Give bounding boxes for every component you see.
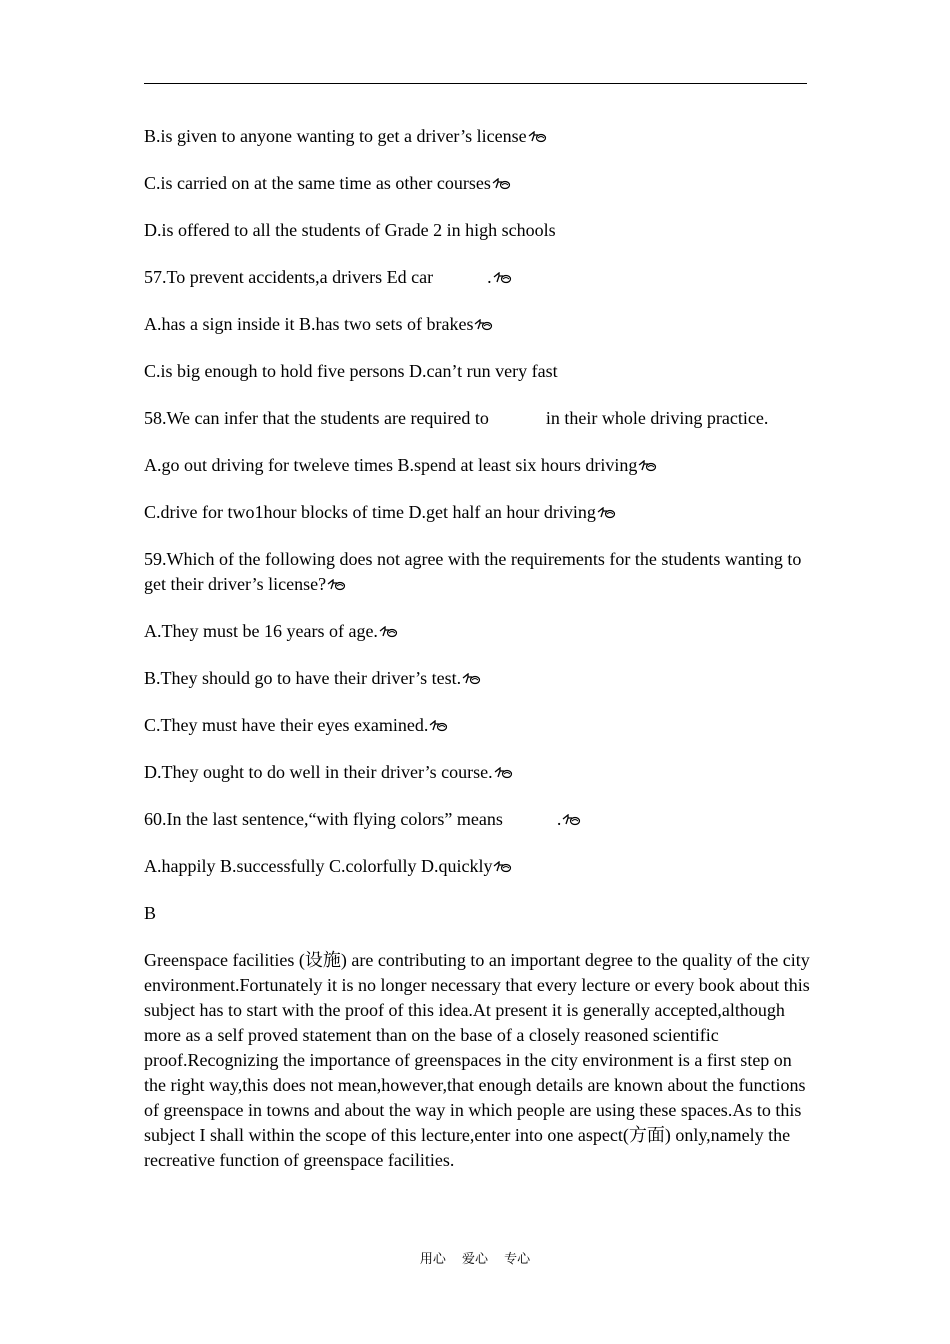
mark-icon xyxy=(327,579,346,591)
mark-icon xyxy=(528,131,547,143)
question-59: 59.Which of the following does not agree with the requirements for the students wanting to get their driver’s license? xyxy=(144,549,802,594)
mark-icon xyxy=(494,767,513,779)
option-59c: C.They must have their eyes examined. xyxy=(144,713,812,738)
options-60: A.happily B.successfully C.colorfully D.quickly xyxy=(144,854,812,879)
page-footer xyxy=(0,1248,950,1267)
document-body xyxy=(144,124,812,1173)
mark-icon xyxy=(379,626,398,638)
options-58-cd: C.drive for two1hour blocks of time D.get half an hour driving xyxy=(144,500,812,525)
option-59d: D.They ought to do well in their driver’s course. xyxy=(144,760,812,785)
mark-icon xyxy=(562,814,581,826)
mark-icon xyxy=(429,720,448,732)
footer-text-1: 用心 xyxy=(419,1252,446,1267)
option-line-56b: B.is given to anyone wanting to get a driver’s license xyxy=(144,124,812,149)
mark-icon xyxy=(638,460,657,472)
options-58-ab: A.go out driving for tweleve times B.spend at least six hours driving xyxy=(144,453,812,478)
section-heading-b: B xyxy=(144,903,157,923)
footer-text-3: 专心 xyxy=(504,1252,531,1267)
header-rule xyxy=(144,83,807,84)
passage-paragraph: Greenspace facilities (设施) are contributing to an important degree to the quality of the city environment.Fortunately it is no longer necessary that every lecture or every book about this subject has to start with the proof of this idea.At present it is generally accepted,although more as a self proved statement than on the base of a closely reasoned scientific proof.Recognizing the importance of greenspaces in the city environment is a first step on the right way,this does not mean,however,that enough details are known about the functions of greenspace in towns and about the way in which people are using these spaces.As to this subject I shall within the scope of this lecture,enter into one aspect(方面) only,namely the recreative function of greenspace facilities. xyxy=(144,950,810,1170)
option-line-56d: D.is offered to all the students of Grade 2 in high schools xyxy=(144,220,556,240)
options-57-ab: A.has a sign inside it B.has two sets of brakes xyxy=(144,312,812,337)
mark-icon xyxy=(474,319,493,331)
question-57: 57.To prevent accidents,a drivers Ed car . xyxy=(144,265,812,290)
mark-icon xyxy=(597,507,616,519)
mark-icon xyxy=(493,272,512,284)
options-57-cd: C.is big enough to hold five persons D.can’t run very fast xyxy=(144,361,558,381)
question-60: 60.In the last sentence,“with flying colors” means . xyxy=(144,807,812,832)
option-59b: B.They should go to have their driver’s test. xyxy=(144,666,812,691)
footer-text-2: 爱心 xyxy=(461,1252,488,1267)
mark-icon xyxy=(492,178,511,190)
option-59a: A.They must be 16 years of age. xyxy=(144,619,812,644)
mark-icon xyxy=(462,673,481,685)
mark-icon xyxy=(493,861,512,873)
option-line-56c: C.is carried on at the same time as other courses xyxy=(144,171,812,196)
question-58: 58.We can infer that the students are required to in their whole driving practice. xyxy=(144,408,769,428)
